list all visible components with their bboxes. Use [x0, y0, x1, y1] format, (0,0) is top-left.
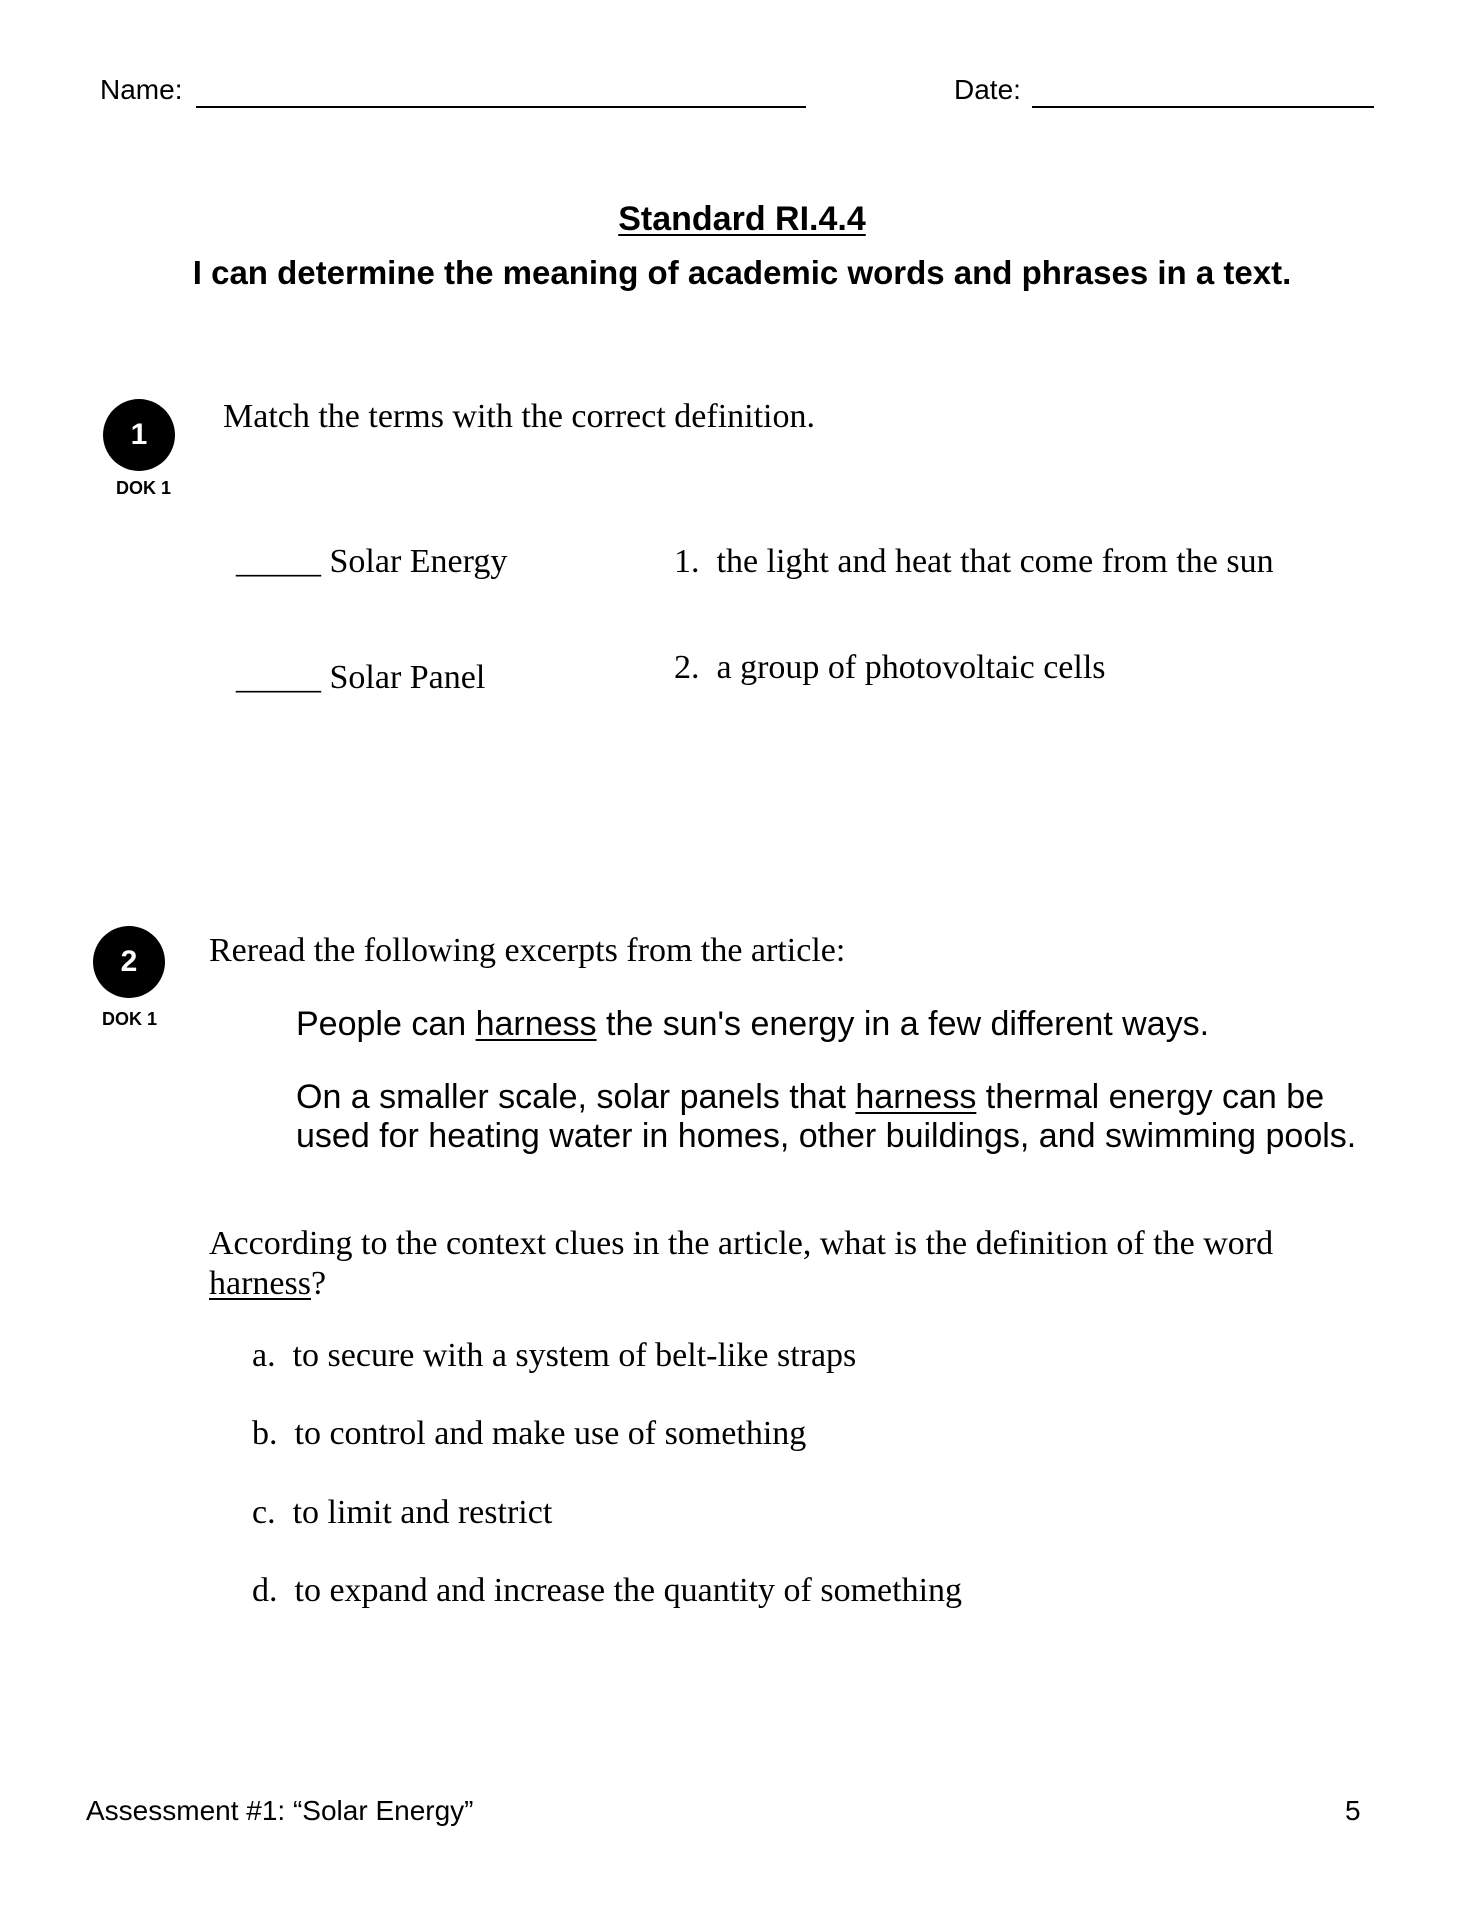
excerpt-text: People can: [296, 1005, 476, 1043]
question-mark: ?: [310, 1265, 327, 1302]
question-2-prompt: Reread the following excerpts from the article:: [209, 932, 846, 969]
question-2-badge: [93, 926, 165, 998]
excerpt-text: thermal energy can be: [976, 1078, 1325, 1116]
question-2-text-line-2: [209, 1265, 326, 1303]
question-2-text-line-1: According to the context clues in the article, what is the definition of the word: [209, 1225, 1274, 1262]
question-2-number: 2: [120, 945, 138, 978]
date-field-line[interactable]: [1032, 106, 1374, 108]
name-label: Name:: [100, 74, 183, 105]
footer-assessment-title: Assessment #1: “Solar Energy”: [86, 1795, 474, 1826]
excerpt-text: the sun's energy in a few different ways.: [596, 1005, 1210, 1043]
excerpt-text: On a smaller scale, solar panels that: [296, 1078, 856, 1116]
answer-blank[interactable]: _____: [236, 543, 321, 580]
question-1-badge: [103, 399, 175, 471]
date-label: Date:: [954, 74, 1021, 105]
option-letter: c.: [252, 1494, 276, 1531]
term-label: Solar Energy: [329, 543, 508, 580]
definition-text: a group of photovoltaic cells: [716, 649, 1106, 686]
definition-text: the light and heat that come from the sun: [716, 543, 1274, 580]
definition-1: [674, 543, 1274, 581]
objective-statement: I can determine the meaning of academic words and phrases in a text.: [192, 254, 1292, 291]
option-letter: b.: [252, 1415, 278, 1452]
answer-blank[interactable]: _____: [236, 659, 321, 696]
excerpt-2-line-2: used for heating water in homes, other buildings, and swimming pools.: [296, 1117, 1357, 1155]
definition-number: 1.: [674, 543, 700, 580]
option-letter: d.: [252, 1572, 278, 1609]
page-number: 5: [1345, 1795, 1361, 1826]
option-c[interactable]: [252, 1494, 552, 1532]
question-2-dok: DOK 1: [102, 1009, 158, 1029]
underlined-word-harness: harness: [855, 1078, 977, 1116]
option-d[interactable]: [252, 1572, 962, 1610]
option-a[interactable]: [252, 1337, 856, 1375]
question-1-prompt: Match the terms with the correct definition.: [223, 398, 815, 435]
option-text: to limit and restrict: [292, 1494, 553, 1531]
option-b[interactable]: [252, 1415, 806, 1453]
standard-title: Standard RI.4.4: [618, 200, 866, 238]
definition-number: 2.: [674, 649, 700, 686]
underlined-word-harness: harness: [475, 1005, 597, 1043]
name-field-line[interactable]: [196, 106, 806, 108]
question-1-number: 1: [130, 418, 148, 451]
term-row-solar-panel: [236, 659, 485, 697]
option-text: to expand and increase the quantity of something: [294, 1572, 963, 1609]
option-text: to control and make use of something: [294, 1415, 807, 1452]
option-text: to secure with a system of belt-like straps: [292, 1337, 857, 1374]
excerpt-1: [296, 1005, 1209, 1044]
excerpt-2-line-1: [296, 1078, 1324, 1117]
option-letter: a.: [252, 1337, 276, 1374]
term-label: Solar Panel: [329, 659, 486, 696]
underlined-word-harness: harness: [209, 1265, 311, 1302]
question-1-dok: DOK 1: [116, 478, 172, 498]
definition-2: [674, 649, 1106, 687]
term-row-solar-energy: [236, 543, 507, 581]
